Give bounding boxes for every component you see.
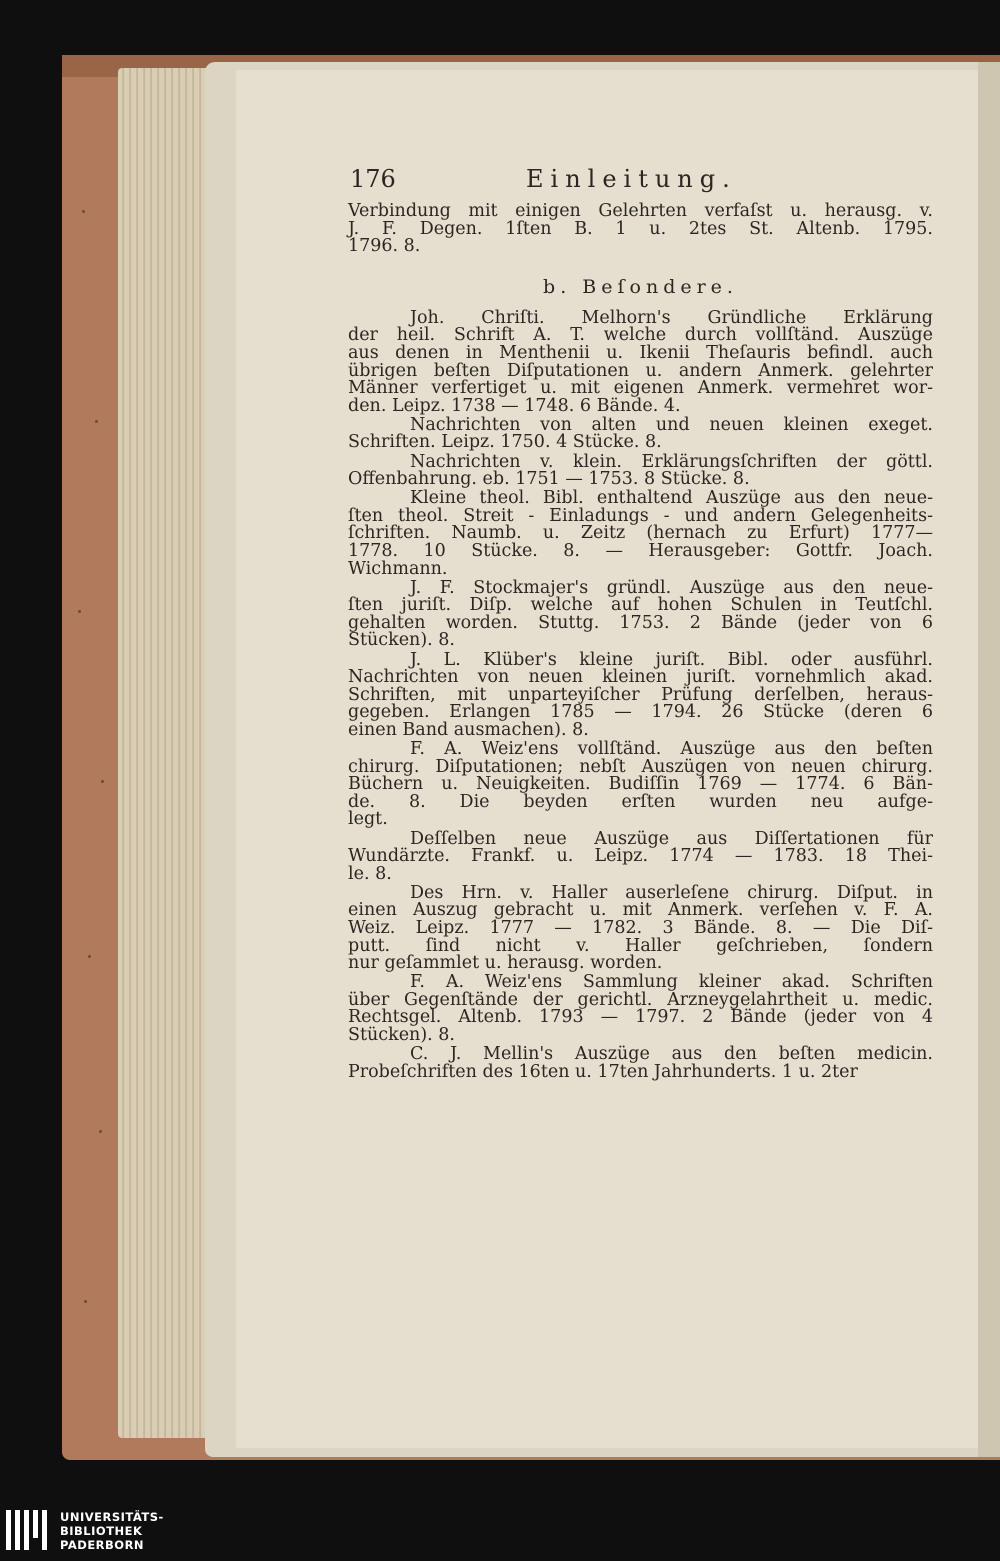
text-line: legt. (348, 809, 388, 830)
text-line: Wichmann. (348, 558, 448, 579)
text-line: Deſſelben neue Auszüge aus Diſſertationen für (410, 828, 933, 849)
text-line: Nachrichten von neuen kleinen juriſt. vornehmlich akad. (348, 667, 933, 688)
bibliography-entry (348, 882, 933, 974)
text-line: übrigen beſten Diſputationen u. andern Anmerk. gelehrter (348, 360, 933, 381)
text-line: Stücken). 8. (348, 630, 455, 651)
text-line: Wundärzte. Frankf. u. Leipz. 1774 — 1783. 18 Thei- (348, 846, 933, 867)
bibliography-entry (348, 490, 933, 578)
text-line: J. F. Degen. 1ſten B. 1 u. 2tes St. Altenb. 1795. (348, 218, 933, 239)
text-line: einen Auszug gebracht u. mit Anmerk. verſehen v. F. A. (348, 900, 933, 921)
text-line: putt. ſind nicht v. Haller geſchrieben, ſondern (348, 935, 933, 956)
text-line: einen Band ausmachen). 8. (348, 719, 589, 740)
text-line: Büchern u. Neuigkeiten. Budiſſin 1769 — 1774. 6 Bän- (348, 774, 933, 795)
text-line: J. L. Klüber's kleine juriſt. Bibl. oder ausführl. (410, 649, 933, 670)
bibliography-entry (348, 414, 933, 453)
text-line: Nachrichten v. klein. Erklärungsſchriften der göttl. (410, 451, 933, 472)
text-line: Verbindung mit einigen Gelehrten verfaſst u. herausg. v. (348, 201, 933, 221)
page-header (348, 163, 933, 203)
text-line: über Gegenſtände der gerichtl. Arzneygelahrtheit u. medic. (348, 989, 933, 1010)
bibliography-entry (348, 649, 933, 740)
page-number: 176 (350, 165, 396, 193)
text-line: Nachrichten von alten und neuen kleinen exeget. (410, 414, 933, 435)
text-line: F. A. Weiz'ens vollſtänd. Auszüge aus den beſten (410, 739, 933, 760)
text-line: F. A. Weiz'ens Sammlung kleiner akad. Schriften (410, 972, 933, 993)
page-right-edge (978, 62, 1000, 1457)
bibliography-entry (348, 828, 933, 884)
text-line: Joh. Chriſti. Melhorn's Gründliche Erklärung (410, 307, 933, 328)
bibliography-entry (348, 1046, 933, 1081)
bibliography-entry (348, 741, 933, 829)
library-stamp (0, 1500, 200, 1561)
text-line: J. F. Stockmajer's gründl. Auszüge aus den neue- (410, 577, 933, 598)
text-line: 1778. 10 Stücke. 8. — Herausgeber: Gottfr. Joach. (348, 541, 933, 561)
bibliography-entry (348, 974, 933, 1044)
text-line: de. 8. Die beyden erſten wurden neu aufge- (348, 791, 933, 812)
text-line: nur geſammlet u. herausg. worden. (348, 953, 663, 974)
section-heading: b. Beſondere. (543, 275, 738, 298)
text-line: ſten juriſt. Diſp. welche auf hohen Schulen in Teutſchl. (348, 595, 933, 616)
bibliography-entry (348, 451, 933, 490)
page-block-edges (118, 68, 218, 1438)
text-line: C. J. Mellin's Auszüge aus den beſten medicin. (410, 1044, 933, 1065)
bibliography-entry (348, 307, 933, 416)
entries (348, 307, 933, 1082)
text-line: Weiz. Leipz. 1777 — 1782. 3 Bände. 8. — Die Diſ- (348, 917, 933, 938)
text-line: gegeben. Erlangen 1785 — 1794. 26 Stücke (deren 6 (348, 702, 933, 723)
library-stamp-text: UNIVERSITÄTS- BIBLIOTHEK PADERBORN (60, 1510, 164, 1552)
text-line: Männer verfertiget u. mit eigenen Anmerk. vermehret wor- (348, 378, 933, 399)
text-line: der heil. Schrift A. T. welche durch vollſtänd. Auszüge (348, 325, 933, 346)
text-line: Des Hrn. v. Haller auserleſene chirurg. Diſput. in (410, 882, 933, 903)
page-text (348, 163, 933, 1083)
text-line: Kleine theol. Bibl. enthaltend Auszüge aus den neue- (410, 488, 933, 509)
text-line: gehalten worden. Stuttg. 1753. 2 Bände (jeder von 6 (348, 612, 933, 633)
text-line: Schriften. Leipz. 1750. 4 Stücke. 8. (348, 432, 662, 453)
text-line: den. Leipz. 1738 — 1748. 6 Bände. 4. (348, 395, 681, 416)
text-line: Stücken). 8. (348, 1025, 455, 1046)
text-line: Probeſchriften des 16ten u. 17ten Jahrhunderts. 1 u. 2ter (348, 1061, 858, 1082)
text-line: le. 8. (348, 863, 392, 884)
text-line: ſten theol. Streit - Einladungs - und andern Gelegenheits- (348, 505, 933, 526)
running-head: Einleitung. (526, 165, 737, 193)
text-line: 1796. 8. (348, 236, 421, 257)
bibliography-entry (348, 577, 933, 651)
text-line: Offenbahrung. eb. 1751 — 1753. 8 Stücke. 8. (348, 469, 750, 490)
text-line: Schriften, mit unparteyiſcher Prüfung derſelben, heraus- (348, 684, 933, 705)
text-line: Rechtsgel. Altenb. 1793 — 1797. 2 Bände (jeder von 4 (348, 1007, 933, 1028)
text-line: ſchriften. Naumb. u. Zeitz (hernach zu Erfurt) 1777— (348, 523, 933, 544)
text-line: aus denen in Menthenii u. Ikenii Theſauris befindl. auch (348, 342, 933, 363)
text-line: chirurg. Diſputationen; nebſt Auszügen von neuen chirurg. (348, 756, 933, 777)
